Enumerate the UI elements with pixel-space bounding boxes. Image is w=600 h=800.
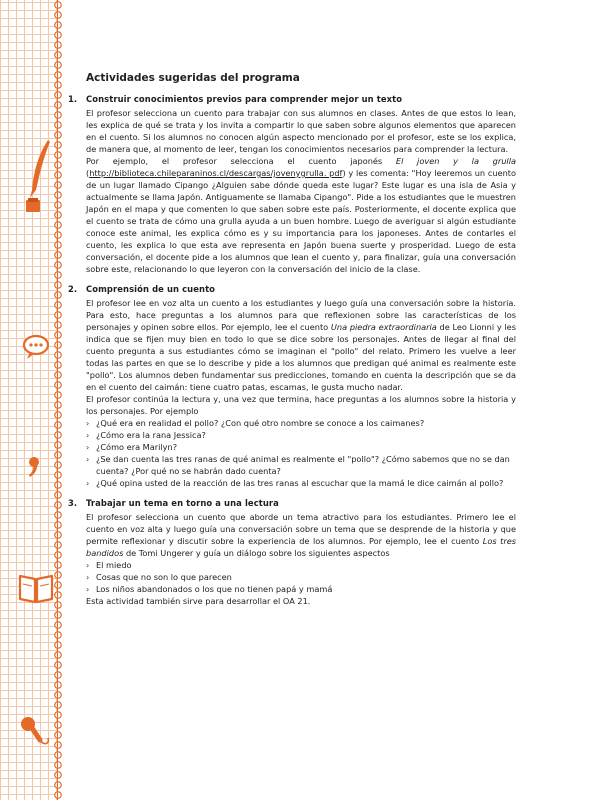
speech-bubble-icon (22, 334, 50, 360)
paragraph: El profesor selecciona un cuento para trabajar con sus alumnos en clases. Antes de que estos lo lean, les explica de qué se trata y los invita a compartir lo que saben sobre algunos elementos que aparecen en el cuento. Si los alumnos no conocen algún aspecto mencionado por el profesor, este se los explica, de manera que, al momento de leer, tengan los conocimientos necesarios para comprender la lectura. (86, 108, 516, 154)
bullet-marker: › (86, 478, 90, 488)
list-item: › ¿Qué opina usted de la reacción de las tres ranas al escuchar que la mamá le dice caimán al pollo? (86, 478, 504, 488)
story-title: El joven y la grulla (395, 156, 516, 166)
bullet-marker: › (86, 454, 90, 464)
feather-pen-icon (20, 138, 54, 218)
section-number: 1. (68, 94, 78, 104)
question-list (86, 417, 516, 489)
list-item: › ¿Qué era en realidad el pollo? ¿Con qué otro nombre se conoce a los caimanes? (86, 418, 425, 428)
bullet-marker: › (86, 418, 90, 428)
bullet-marker: › (86, 572, 90, 582)
story-title: Una piedra extraordinaria (330, 322, 437, 332)
activity-section-2 (68, 284, 516, 489)
paragraph: Por ejemplo, el profesor selecciona el cuento japonés El joven y la grulla (http://biblioteca.chileparaninos.cl/descargas/jovenygrulla. pdf) y les comenta: "Hoy leeremos un cuento de un lugar llamado Cipango ¿Alguien sabe dónde queda este lugar? Este lugar es una isla de Asia y actualmente se llama Japón. Antiguamente se llamaba Cipango". Pide a los estudiantes que le muestren Japón en el mapa y que comenten lo que saben sobre este país. Posteriormente, el docente explica que el cuento se trata de cómo una grulla ayuda a un buen hombre. Luego de averiguar si algún estudiante conoce este animal, les explica cómo es y su importancia para los japoneses. Antes de contarles el cuento, les explica lo que esta ave representa en Japón buena suerte y prosperidad. Luego de esta conversación, el docente pide a los alumnos que lean el cuento y, para finalizar, guía una conversación sobre este, relacionando lo que leyeron con la conversación del inicio de la clase. (86, 156, 516, 274)
paragraph: El profesor lee en voz alta un cuento a los estudiantes y luego guía una conversación sobre la historia. Para esto, hace preguntas a los alumnos para que reflexionen sobre las características de los personajes y opinen sobre ellos. Por ejemplo, lee el cuento Una piedra extraordinaria de Leo Lionni y les indica que se fijen muy bien en todo lo que se dice sobre los personajes. Antes de llegar al final del cuento pregunta a sus estudiantes cómo se imaginan el "pollo" del relato. Primero les vuelve a leer todas las partes en que se lo describe y pide a los alumnos que predigan qué animal es realmente este "pollo". Los alumnos deben fundamentar sus predicciones, tomando en cuenta la descripción que se da en el cuento del caimán: tiene cuatro patas, escamas, le gusta mucho nadar. (86, 298, 516, 392)
list-item: › ¿Se dan cuenta las tres ranas de qué animal es realmente el "pollo"? ¿Cómo sabemos que no se dan cuenta? ¿Por qué no se habrán dado cuenta? (86, 454, 510, 476)
bullet-marker: › (86, 430, 90, 440)
section-title: Trabajar un tema en torno a una lectura (86, 498, 279, 508)
comma-icon (28, 456, 40, 478)
section-heading (68, 284, 516, 295)
section-body (86, 107, 516, 275)
section-heading (68, 498, 516, 509)
bullet-marker: › (86, 442, 90, 452)
list-item: › El miedo (86, 560, 132, 570)
microphone-icon (18, 714, 54, 750)
list-item: › ¿Cómo era la rana Jessica? (86, 430, 206, 440)
bullet-marker: › (86, 584, 90, 594)
section-body (86, 511, 516, 607)
list-item: › ¿Cómo era Marilyn? (86, 442, 178, 452)
paragraph: El profesor continúa la lectura y, una vez que termina, hace preguntas a los alumnos sobre la historia y los personajes. Por ejemplo (86, 394, 516, 416)
notebook-edge-line (57, 0, 58, 800)
open-book-icon (18, 572, 54, 604)
notebook-rings (50, 0, 66, 800)
list-item: › Los niños abandonados o los que no tienen papá y mamá (86, 584, 333, 594)
activity-section-3 (68, 498, 516, 607)
document-title: Actividades sugeridas del programa (86, 72, 300, 84)
paragraph: El profesor selecciona un cuento que aborde un tema atractivo para los estudiantes. Primero lee el cuento en voz alta y luego guía una conversación sobre un tema que se desprende de la historia y que permite reflexionar y discutir sobre la experiencia de los alumnos. Por ejemplo, lee el cuento Los tres bandidos de Tomi Ungerer y guía un diálogo sobre los siguientes aspectos (86, 512, 517, 558)
page-content (68, 72, 516, 616)
story-title: Los tres bandidos (86, 536, 517, 558)
section-body (86, 297, 516, 489)
activity-section-1 (68, 94, 516, 275)
closing-note: Esta actividad también sirve para desarrollar el OA 21. (86, 596, 311, 606)
section-title: Construir conocimientos previos para comprender mejor un texto (86, 94, 403, 104)
bullet-marker: › (86, 560, 90, 570)
section-heading (68, 94, 516, 105)
section-number: 3. (68, 498, 78, 508)
aspect-list (86, 559, 516, 595)
list-item: › Cosas que no son lo que parecen (86, 572, 232, 582)
story-link[interactable]: http://biblioteca.chileparaninos.cl/descargas/jovenygrulla. pdf (89, 168, 343, 178)
section-number: 2. (68, 284, 78, 294)
section-title: Comprensión de un cuento (86, 284, 216, 294)
